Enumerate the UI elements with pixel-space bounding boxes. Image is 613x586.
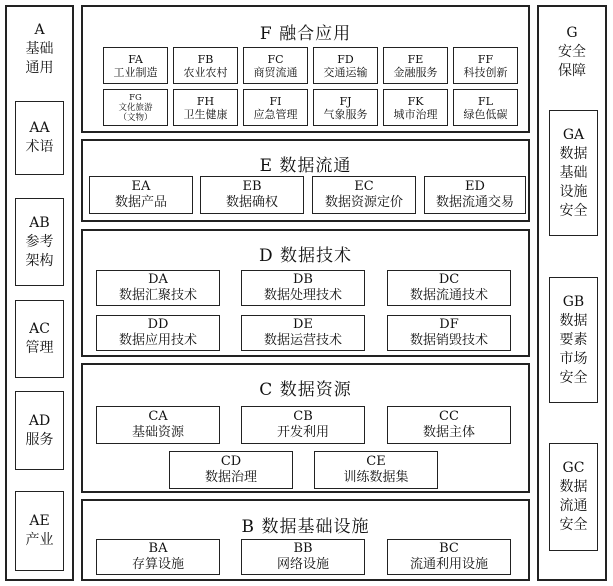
item-label: 数据流通技术 (409, 288, 488, 303)
item-bb (241, 539, 365, 575)
column-g-title (539, 17, 605, 87)
item-code: CC (439, 409, 459, 424)
item-code: GC (562, 460, 585, 476)
item-code: FA (128, 52, 143, 66)
item-ab (15, 198, 64, 286)
item-code: DA (148, 272, 168, 287)
item-code: BB (293, 541, 313, 556)
item-code: FF (477, 52, 494, 66)
item-code: GB (562, 293, 585, 310)
item-label: 设施 (559, 183, 588, 200)
item-code: FG (129, 92, 142, 103)
item-label: 市场 (559, 350, 588, 367)
column-a-code: A (34, 21, 45, 38)
section-d-data-technology (81, 229, 530, 357)
item-code: FL (478, 94, 493, 108)
section-c-data-resources (81, 363, 530, 493)
item-label: 安全 (559, 517, 588, 533)
item-code: DD (147, 317, 169, 332)
column-g-security (537, 5, 607, 581)
column-g-title-line: 保障 (558, 62, 586, 79)
item-code: CB (293, 409, 313, 424)
item-code: AB (29, 214, 50, 231)
item-label: 基础资源 (131, 425, 184, 440)
item-sub-label: （文物） (118, 112, 153, 123)
section-e-data-circulation (81, 139, 530, 222)
column-a-basic-general (5, 5, 74, 581)
column-g-code: G (566, 24, 578, 41)
section-b-title: B 数据基础设施 (241, 517, 370, 537)
item-code: AC (29, 321, 50, 337)
item-ba (96, 539, 220, 575)
item-fc (243, 47, 308, 84)
item-code: FI (269, 94, 282, 108)
item-fe (383, 47, 448, 84)
item-fg (103, 89, 168, 126)
item-code: DE (293, 317, 313, 332)
item-code: CA (148, 409, 168, 424)
item-label: 数据 (559, 145, 588, 162)
item-label: 数据应用技术 (118, 333, 197, 348)
item-label: 金融服务 (393, 65, 438, 79)
item-label: 数据确权 (225, 195, 278, 210)
item-cb (241, 406, 365, 444)
item-code: FB (197, 52, 214, 66)
item-ce (314, 451, 438, 489)
item-df (387, 315, 511, 351)
item-ff (453, 47, 518, 84)
item-code: EB (242, 179, 262, 194)
column-a-title (7, 13, 72, 85)
item-bc (387, 539, 511, 575)
item-code: FH (196, 94, 215, 108)
item-label: 数据主体 (422, 425, 475, 440)
item-cc (387, 406, 511, 444)
item-label: 城市治理 (393, 107, 438, 121)
item-label: 流通 (559, 498, 588, 514)
column-g-title-line: 安全 (558, 43, 586, 60)
item-label: 架构 (25, 252, 54, 269)
item-label: 科技创新 (463, 65, 508, 79)
item-code: FJ (339, 94, 352, 108)
item-fd (313, 47, 378, 84)
item-fa (103, 47, 168, 84)
item-label: 农业农村 (183, 65, 228, 79)
item-label: 交通运输 (323, 65, 368, 79)
item-label: 管理 (25, 340, 54, 356)
item-code: CE (366, 454, 386, 469)
section-e-title: E 数据流通 (259, 156, 352, 176)
item-label: 服务 (25, 431, 54, 448)
item-aa (15, 101, 64, 175)
section-c-title: C 数据资源 (259, 380, 352, 400)
item-label: 数据处理技术 (263, 288, 342, 303)
item-ec (312, 176, 416, 214)
item-label: 数据资源定价 (324, 195, 403, 210)
column-a-title-line: 基础 (25, 40, 54, 57)
item-code: ED (465, 179, 485, 194)
item-ac (15, 300, 64, 378)
item-label: 应急管理 (253, 107, 298, 121)
item-code: CD (220, 454, 242, 469)
item-dd (96, 315, 220, 351)
item-label: 气象服务 (323, 107, 368, 121)
item-label: 工业制造 (113, 65, 158, 79)
item-code: FD (337, 52, 354, 66)
item-label: 绿色低碳 (463, 107, 508, 121)
item-gb (549, 277, 598, 403)
item-dc (387, 270, 511, 306)
item-cd (169, 451, 293, 489)
item-code: DF (439, 317, 459, 332)
item-label: 产业 (25, 532, 54, 548)
item-ea (89, 176, 193, 214)
item-label: 数据 (559, 312, 588, 329)
item-label: 存算设施 (131, 557, 184, 572)
item-code: BC (439, 541, 459, 556)
item-code: FC (267, 52, 284, 66)
item-label: 数据运营技术 (263, 333, 342, 348)
item-da (96, 270, 220, 306)
section-d-title: D 数据技术 (258, 246, 353, 266)
item-fb (173, 47, 238, 84)
item-code: FE (407, 52, 424, 66)
item-code: AE (29, 513, 50, 529)
item-label: 流通利用设施 (409, 557, 488, 572)
item-label: 要素 (559, 331, 588, 348)
item-gc (549, 443, 598, 551)
item-code: AA (29, 120, 50, 136)
item-fj (313, 89, 378, 126)
item-ed (424, 176, 526, 214)
item-code: DC (438, 272, 460, 287)
item-label: 数据流通交易 (435, 195, 514, 210)
item-label: 文化旅游 (118, 102, 153, 113)
item-code: BA (148, 541, 168, 556)
item-ga (549, 110, 598, 236)
item-ae (15, 491, 64, 571)
item-fk (383, 89, 448, 126)
item-label: 训练数据集 (343, 470, 409, 485)
item-fl (453, 89, 518, 126)
item-label: 开发利用 (276, 425, 329, 440)
item-label: 卫生健康 (183, 107, 228, 121)
column-a-title-line: 通用 (25, 59, 54, 76)
item-ad (15, 391, 64, 470)
item-code: FK (407, 94, 424, 108)
item-eb (200, 176, 304, 214)
section-f-title: F 融合应用 (259, 24, 352, 44)
item-code: DB (293, 272, 313, 287)
item-label: 数据汇聚技术 (118, 288, 197, 303)
item-fi (243, 89, 308, 126)
section-f-fusion-application (81, 5, 530, 133)
item-label: 基础 (559, 164, 588, 181)
item-label: 数据治理 (204, 470, 257, 485)
item-label: 商贸流通 (253, 65, 298, 79)
item-label: 参考 (25, 233, 54, 250)
item-label: 安全 (559, 369, 588, 386)
item-de (241, 315, 365, 351)
item-code: EC (354, 179, 374, 194)
item-label: 数据 (559, 479, 588, 495)
item-fh (173, 89, 238, 126)
item-label: 数据产品 (114, 195, 167, 210)
section-b-data-infrastructure (81, 499, 530, 581)
item-code: AD (28, 412, 51, 429)
item-label: 术语 (25, 139, 54, 155)
item-db (241, 270, 365, 306)
item-ca (96, 406, 220, 444)
item-label: 数据销毁技术 (409, 333, 488, 348)
item-code: EA (131, 179, 151, 194)
item-code: GA (562, 126, 585, 143)
item-label: 安全 (559, 202, 588, 219)
item-label: 网络设施 (276, 557, 329, 572)
